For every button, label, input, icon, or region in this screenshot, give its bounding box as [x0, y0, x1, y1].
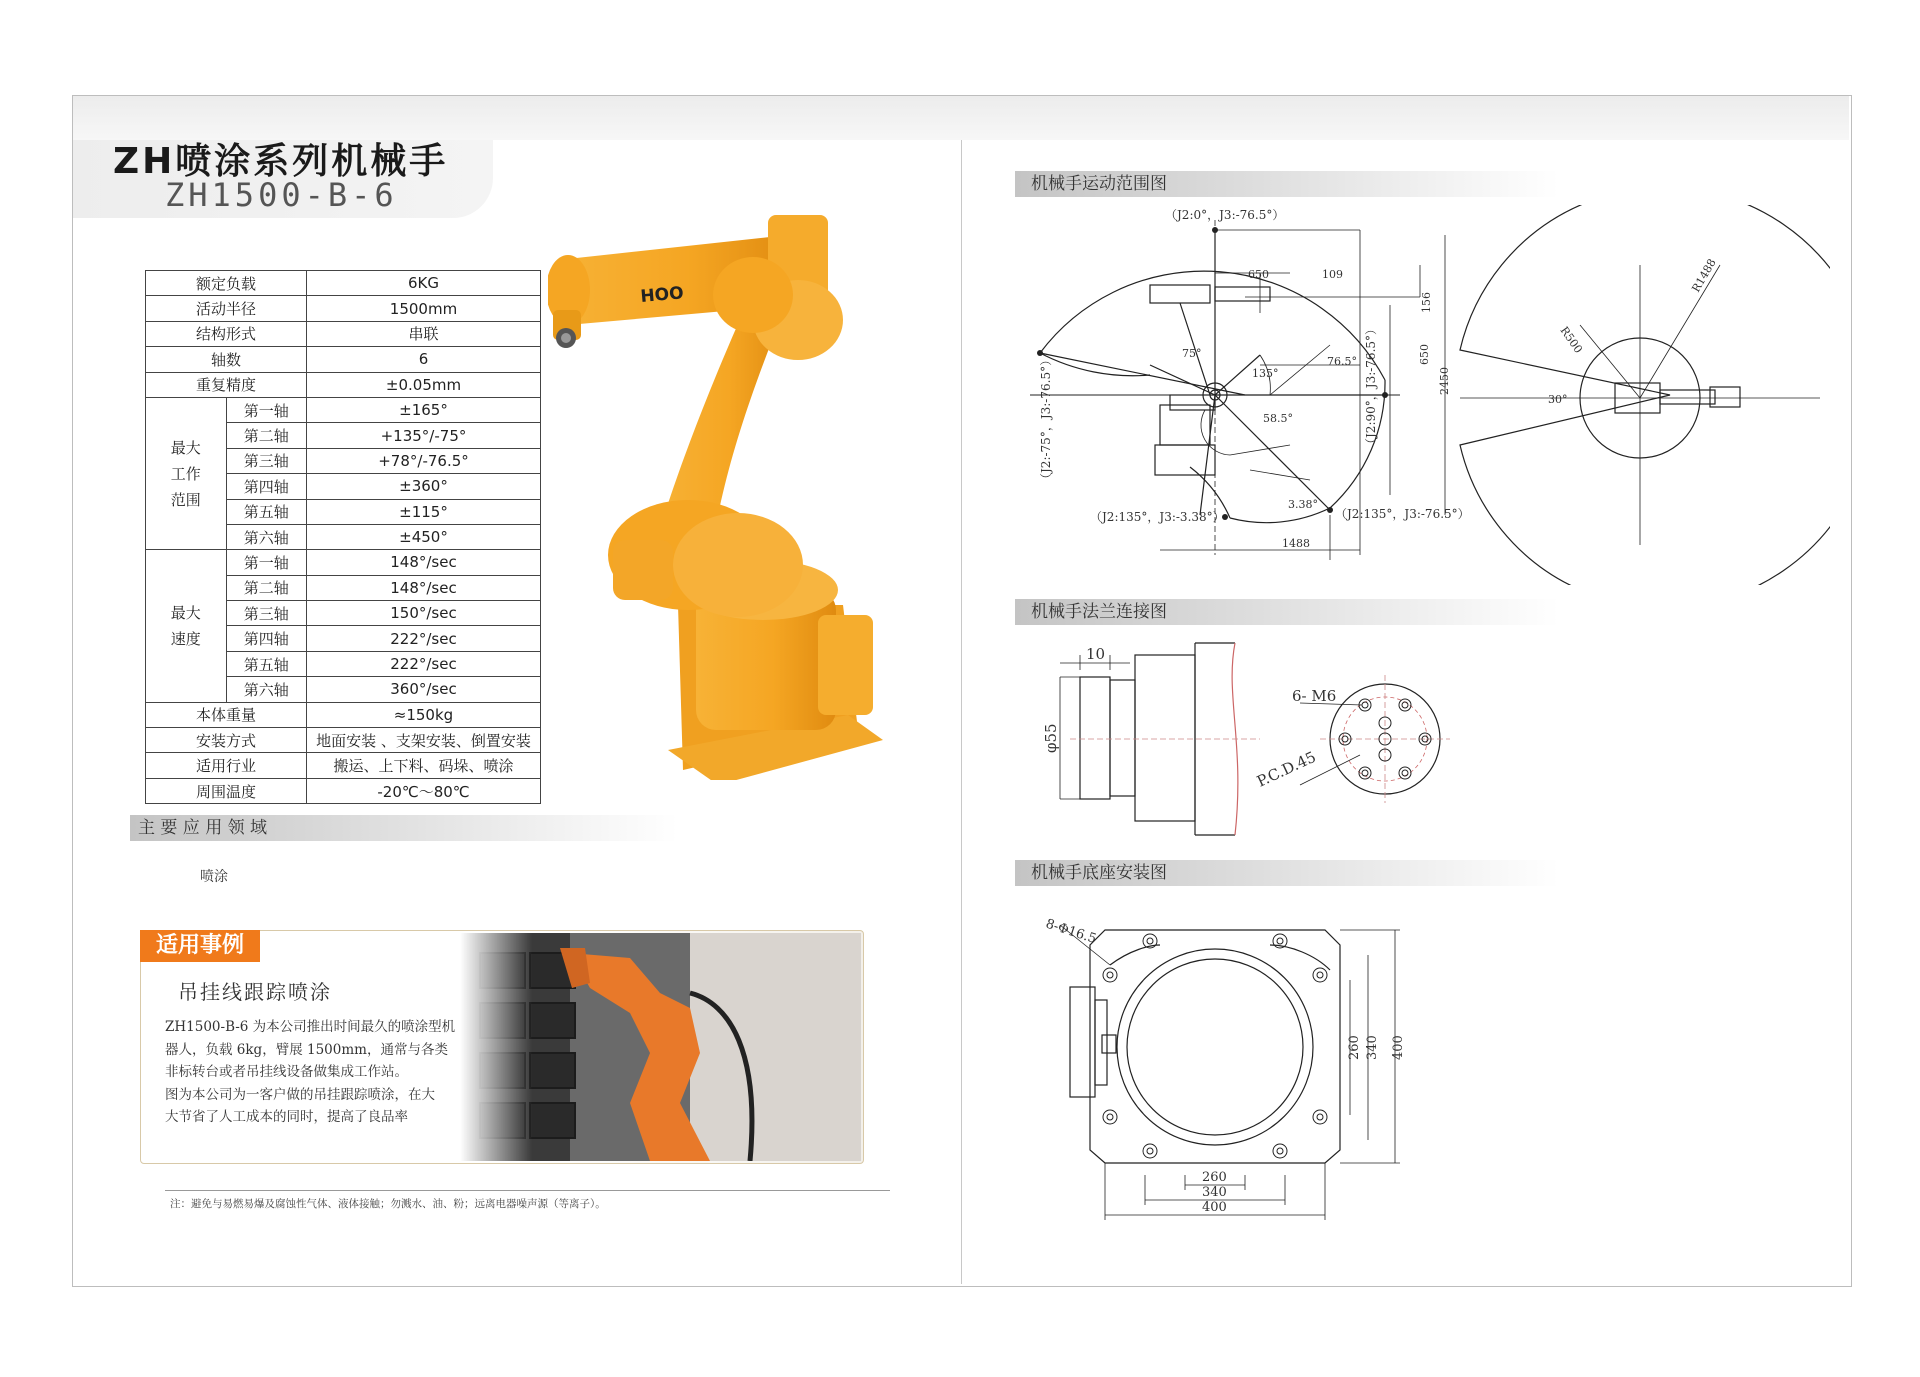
base-hole-spec: 8-Φ16.5: [1043, 916, 1099, 947]
angle-75: 75°: [1182, 347, 1202, 360]
spec-axis: 第三轴: [226, 601, 307, 626]
section-flange-title: 机械手法兰连接图: [1015, 599, 1559, 625]
spec-label: 本体重量: [146, 702, 307, 727]
spec-axis: 第五轴: [226, 499, 307, 524]
spec-value: 搬运、上下料、码垛、喷涂: [307, 753, 541, 778]
case-study-photo: [460, 933, 861, 1161]
radius-1488: R1488: [1689, 256, 1719, 295]
spec-axis: 第二轴: [226, 575, 307, 600]
angle-76-5: 76.5°: [1327, 355, 1357, 368]
spec-label: 周围温度: [146, 778, 307, 803]
section-base-title: 机械手底座安装图: [1015, 860, 1559, 886]
spec-value: 串联: [307, 321, 541, 346]
radius-500: R500: [1557, 324, 1585, 356]
spec-value: ±165°: [307, 397, 541, 422]
spec-axis: 第一轴: [226, 397, 307, 422]
base-dim-400-vertical: 400: [1391, 1035, 1406, 1060]
spec-axis: 第二轴: [226, 423, 307, 448]
spec-row: [146, 728, 541, 753]
robot-illustration: [548, 210, 908, 780]
spec-row: [146, 397, 541, 422]
spec-row: [146, 550, 541, 575]
base-dim-340-vertical: 340: [1365, 1035, 1380, 1060]
dim-650-vertical: 650: [1418, 344, 1431, 365]
angle-3-38: 3.38°: [1288, 498, 1318, 511]
base-mount-diagram: [1040, 905, 1420, 1225]
angle-30: 30°: [1548, 393, 1568, 406]
spec-label: 结构形式: [146, 321, 307, 346]
case-line: 大节省了人工成本的同时，提高了良品率: [165, 1109, 408, 1125]
case-line: 图为本公司为一客户做的吊挂跟踪喷涂，在大: [165, 1086, 435, 1103]
base-dim-260: 260: [1202, 1170, 1227, 1185]
flange-bolt-spec: 6- M6: [1292, 687, 1337, 705]
spec-row: [146, 321, 541, 346]
spec-label: 重复精度: [146, 372, 307, 397]
model-number: ZH1500-B-6: [165, 176, 398, 214]
pose-label-bottom-right: （J2:135°，J3:-76.5°）: [1335, 507, 1470, 521]
spec-value: 150°/sec: [307, 601, 541, 626]
spec-axis: 第五轴: [226, 651, 307, 676]
spec-label: 轴数: [146, 347, 307, 372]
spec-label: 安装方式: [146, 728, 307, 753]
motion-range-diagram: [1030, 205, 1830, 585]
dim-650: 650: [1248, 268, 1269, 281]
spec-value: ±360°: [307, 474, 541, 499]
spec-value: +135°/-75°: [307, 423, 541, 448]
spec-value: 地面安装 、支架安装、倒置安装: [307, 728, 541, 753]
spec-label: 额定负载: [146, 271, 307, 296]
angle-135: 135°: [1252, 367, 1279, 380]
footnote-divider: [165, 1190, 890, 1191]
dim-2450: 2450: [1438, 367, 1451, 395]
spec-row: [146, 778, 541, 803]
spec-value: +78°/-76.5°: [307, 448, 541, 473]
spec-value: 222°/sec: [307, 626, 541, 651]
page-fold-line: [961, 140, 962, 1284]
base-dim-400: 400: [1202, 1200, 1227, 1215]
spec-row: [146, 702, 541, 727]
dim-156: 156: [1420, 292, 1433, 313]
spec-value: 6: [307, 347, 541, 372]
pose-label-left: （J2:-75°，J3:-76.5°）: [1039, 353, 1053, 485]
spec-value: 360°/sec: [307, 677, 541, 702]
spec-axis: 第一轴: [226, 550, 307, 575]
section-motion-title: 机械手运动范围图: [1015, 171, 1559, 197]
case-line: 非标转台或者吊挂线设备做集成工作站。: [165, 1064, 408, 1080]
pose-label-right: （J2:90°，J3:-76.5°）: [1364, 322, 1378, 450]
flange-dim-10: 10: [1086, 645, 1106, 663]
case-study-text: [165, 1016, 480, 1129]
spec-value: 222°/sec: [307, 651, 541, 676]
spec-value: 148°/sec: [307, 550, 541, 575]
spec-value: ±450°: [307, 524, 541, 549]
robot-logo: HOO: [639, 283, 685, 307]
footnote: 注：避免与易燃易爆及腐蚀性气体、液体接触；勿溅水、油、粉；远离电器噪声源（等离子）。: [170, 1198, 606, 1210]
application-item: 喷涂: [200, 869, 228, 885]
spec-row: [146, 347, 541, 372]
case-study-badge: 适用事例: [140, 930, 260, 962]
page-title: ZH喷涂系列机械手: [113, 141, 449, 182]
spec-value: 148°/sec: [307, 575, 541, 600]
spec-axis: 第六轴: [226, 677, 307, 702]
spec-axis: 第六轴: [226, 524, 307, 549]
spec-row: [146, 753, 541, 778]
base-dim-260-vertical: 260: [1347, 1035, 1362, 1060]
spec-row: [146, 372, 541, 397]
flange-pcd: P.C.D.45: [1254, 747, 1319, 791]
pose-label-bottom-left: （J2:135°，J3:-3.38°）: [1090, 510, 1225, 524]
angle-58-5: 58.5°: [1263, 412, 1293, 425]
base-dim-340: 340: [1202, 1185, 1227, 1200]
spec-group-label: 最大 工作 范围: [146, 397, 227, 549]
spec-value: 6KG: [307, 271, 541, 296]
spec-value: 1500mm: [307, 296, 541, 321]
spec-axis: 第三轴: [226, 448, 307, 473]
dim-109: 109: [1322, 268, 1343, 281]
spec-value: ±115°: [307, 499, 541, 524]
spec-axis: 第四轴: [226, 474, 307, 499]
spec-table: [145, 270, 541, 804]
case-line: 器人，负载 6kg，臂展 1500mm，通常与各类: [165, 1041, 448, 1058]
section-applications-title: 主 要 应 用 领 域: [130, 815, 678, 841]
spec-group-label: 最大 速度: [146, 550, 227, 702]
flange-dim-55: φ55: [1042, 723, 1060, 753]
spec-axis: 第四轴: [226, 626, 307, 651]
spec-row: [146, 296, 541, 321]
spec-value: ≈150kg: [307, 702, 541, 727]
spec-row: [146, 271, 541, 296]
dim-1488: 1488: [1282, 537, 1310, 550]
spec-label: 活动半径: [146, 296, 307, 321]
spec-value: -20℃～80℃: [307, 778, 541, 803]
pose-label-top: （J2:0°，J3:-76.5°）: [1165, 208, 1285, 222]
case-line: ZH1500-B-6 为本公司推出时间最久的喷涂型机: [165, 1019, 456, 1035]
spec-label: 适用行业: [146, 753, 307, 778]
spec-value: ±0.05mm: [307, 372, 541, 397]
case-study-subtitle: 吊挂线跟踪喷涂: [178, 980, 332, 1004]
flange-diagram: [1030, 635, 1510, 845]
